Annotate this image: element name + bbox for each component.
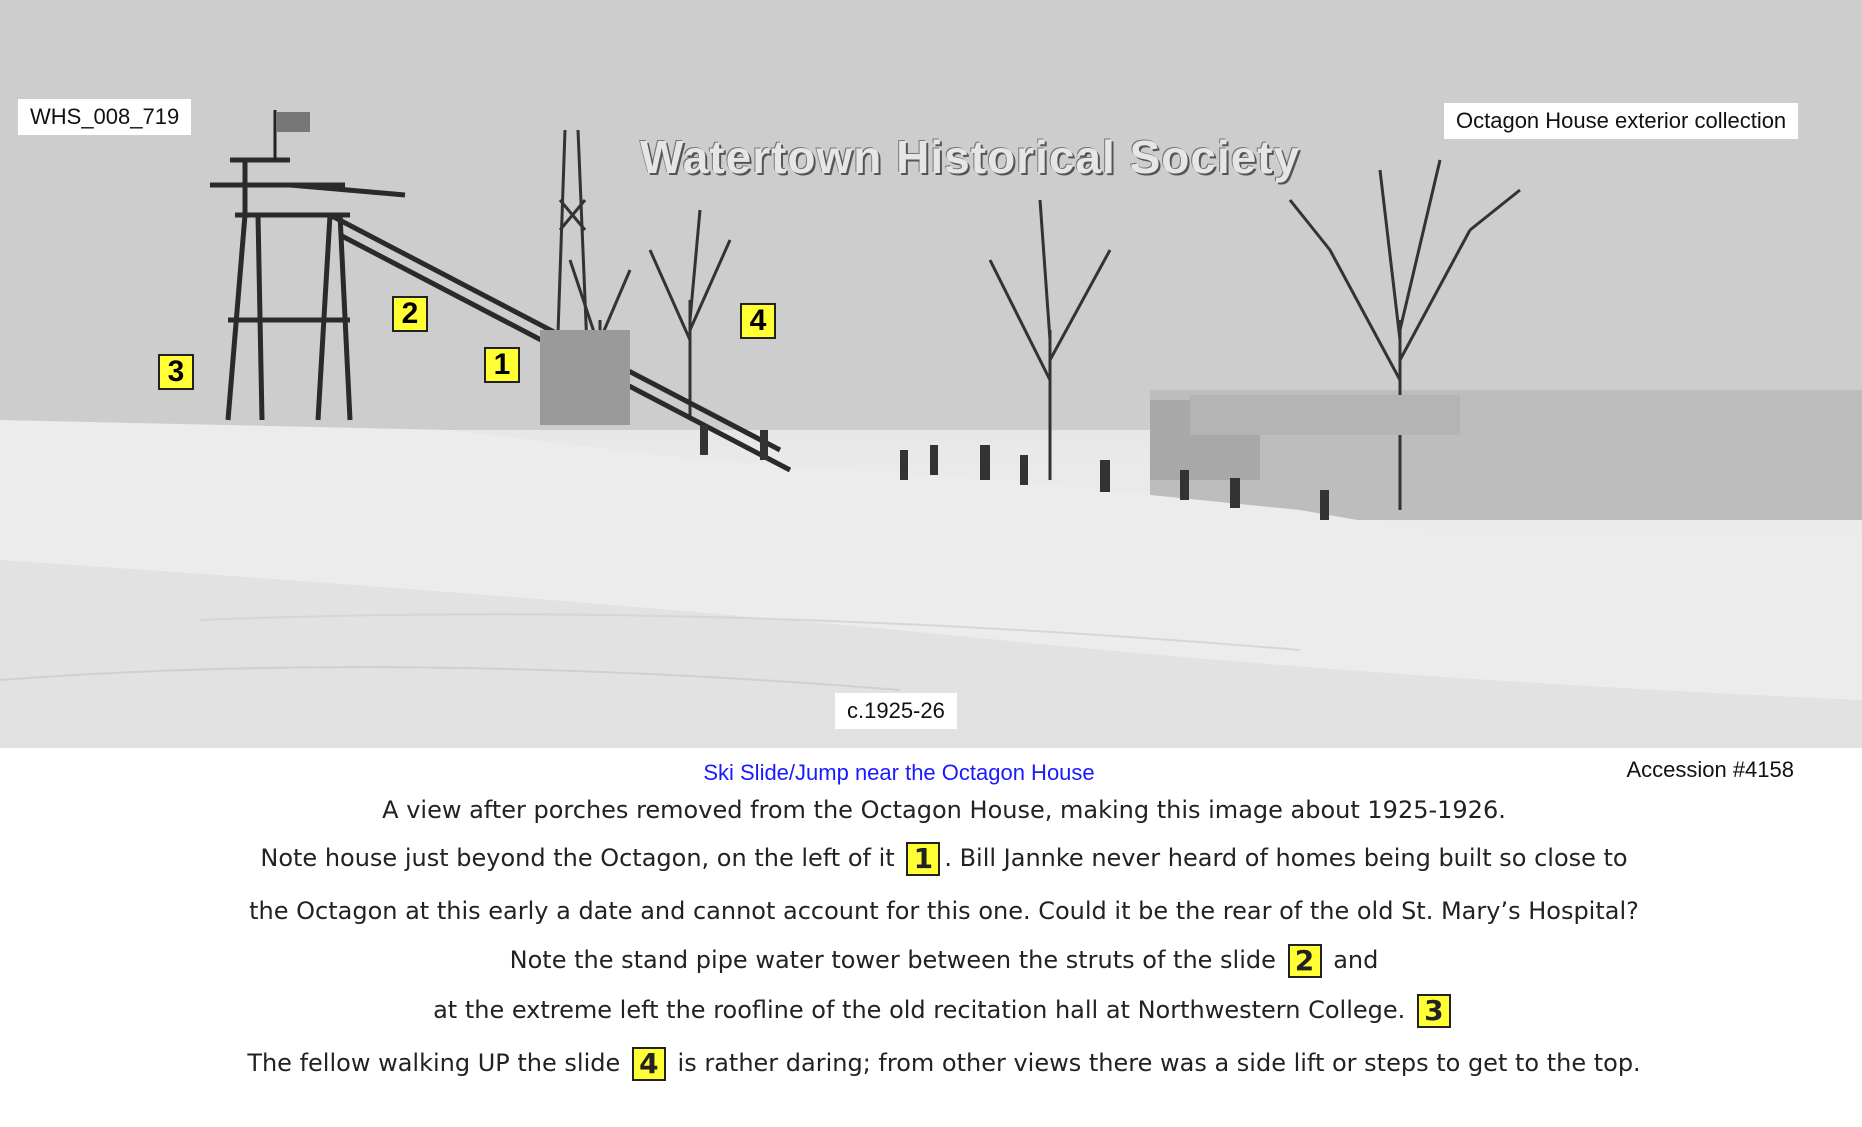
inline-marker-1: 1: [906, 842, 940, 876]
accession-number: Accession #4158: [1626, 757, 1794, 782]
marker-2: 2: [392, 296, 428, 332]
inline-marker-2: 2: [1288, 944, 1322, 978]
caption-line-1: [0, 796, 1862, 824]
caption-line-4: [0, 944, 1862, 978]
date-label: c.1925-26: [835, 693, 957, 729]
caption-line-3-text: the Octagon at this early a date and cannot account for this one. Could it be the rear of the old St. Mary’s Hospital?: [249, 897, 1639, 925]
caption-line-3: [0, 897, 1862, 925]
marker-4: 4: [740, 303, 776, 339]
watermark: Watertown Historical Society: [640, 131, 1301, 183]
caption-line-1-text: A view after porches removed from the Octagon House, making this image about 1925-1926.: [382, 796, 1506, 824]
marker-1: 1: [484, 347, 520, 383]
caption-line-4a: Note the stand pipe water tower between the struts of the slide: [509, 946, 1276, 974]
photo-id-label: WHS_008_719: [18, 99, 191, 135]
caption-line-6b: is rather daring; from other views there was a side lift or steps to get to the top.: [677, 1049, 1641, 1077]
caption-title: Ski Slide/Jump near the Octagon House: [703, 760, 1095, 785]
caption-line-2b: . Bill Jannke never heard of homes being built so close to: [944, 844, 1628, 872]
caption-line-6a: The fellow walking UP the slide: [247, 1049, 621, 1077]
marker-3: 3: [158, 354, 194, 390]
caption-line-2a: Note house just beyond the Octagon, on the left of it: [260, 844, 895, 872]
inline-marker-3: 3: [1417, 994, 1451, 1028]
caption-line-5: [0, 994, 1862, 1028]
inline-marker-4: 4: [632, 1047, 666, 1081]
caption-line-2: [0, 842, 1862, 876]
collection-label: Octagon House exterior collection: [1444, 103, 1798, 139]
caption-line-6: [0, 1047, 1862, 1081]
caption-line-5a: at the extreme left the roofline of the old recitation hall at Northwestern College.: [433, 996, 1406, 1024]
caption-line-4b: and: [1333, 946, 1379, 974]
